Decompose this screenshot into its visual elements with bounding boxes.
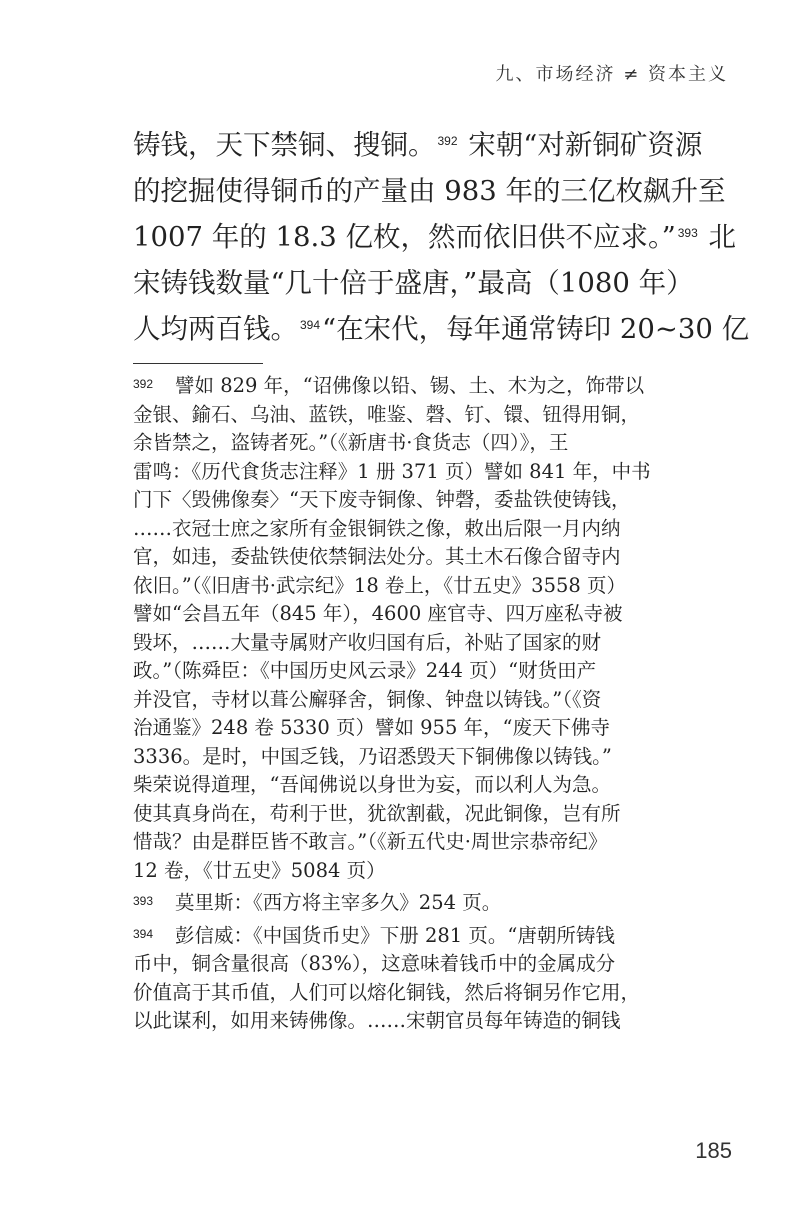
page-number: 185: [695, 1138, 732, 1163]
footnote-line: 治通鉴》248 卷 5330 页）譬如 955 年，“废天下佛寺: [133, 716, 611, 739]
text-run: 1007 年的 18.3 亿枚，然而依旧供不应求。”: [133, 221, 676, 253]
footnote-line: 金银、鍮石、乌油、蓝铁，唯鉴、磬、钉、镮、钮得用铜，: [133, 402, 641, 426]
footnote-line: 门下〈毁佛像奏〉“天下废寺铜像、钟磬，委盐铁使铸钱，: [133, 488, 631, 511]
body-text: [133, 122, 750, 352]
footnote-line: 惜哉？由是群臣皆不敢言。”（《新五代史·周世宗恭帝纪》: [133, 830, 608, 853]
footnote-line: 价值高于其币值，人们可以熔化铜钱，然后将铜另作它用，: [133, 980, 641, 1004]
footnote-line: 譬如“会昌五年（845 年），4600 座官寺、四万座私寺被: [133, 602, 623, 625]
footnote-line: 依旧。”（《旧唐书·武宗纪》18 卷上，《廿五史》3558 页）: [133, 573, 627, 597]
footnote-394: [133, 922, 693, 1036]
footnote-text: 譬如 829 年，“诏佛像以铅、锡、土、木为之，饰带以: [175, 374, 645, 397]
footnote-line: [133, 372, 693, 401]
footnote-number: 392: [133, 377, 154, 391]
footnote-text: 彭信威：《中国货币史》下册 281 页。“唐朝所铸钱: [175, 923, 615, 947]
footnote-line: [133, 889, 693, 918]
body-line: 的挖掘使得铜币的产量由 983 年的三亿枚飙升至: [133, 175, 726, 207]
footnote-number: 393: [133, 894, 154, 908]
footnote-line: 币中，铜含量很高（83%），这意味着钱币中的金属成分: [133, 952, 616, 975]
text-run: 宋朝“对新铜矿资源: [459, 129, 703, 161]
body-line: [133, 214, 737, 260]
footnote-line: 余皆禁之，盗铸者死。”（《新唐书·食货志（四）》，王: [133, 431, 569, 454]
footnote-line: 12 卷，《廿五史》5084 页）: [133, 858, 386, 882]
footnote-ref-394[interactable]: 394: [300, 318, 321, 332]
footnote-ref-393[interactable]: 393: [677, 226, 698, 240]
footnote-line: 并没官，寺材以葺公廨驿舍，铜像、钟盘以铸钱。”（《资: [133, 687, 602, 711]
footnote-line: 以此谋利，如用来铸佛像。……宋朝官员每年铸造的铜钱: [133, 1009, 621, 1032]
body-line: [133, 122, 703, 168]
footnote-line: 雷鸣：《历代食货志注释》1 册 371 页）譬如 841 年，中书: [133, 459, 651, 483]
footnote-line: 柴荣说得道理，“吾闻佛说以身世为妄，而以利人为急。: [133, 773, 611, 796]
footnote-392: [133, 372, 693, 885]
text-run: “在宋代，每年通常铸印 20~30 亿: [322, 313, 750, 345]
footnote-ref-392[interactable]: 392: [437, 134, 458, 148]
running-head: 九、市场经济 ≠ 资本主义: [495, 64, 728, 85]
footnote-line: 3336。是时，中国乏钱，乃诏悉毁天下铜佛像以铸钱。”: [133, 744, 612, 768]
body-line: [133, 306, 750, 352]
footnote-line: ……衣冠士庶之家所有金银铜铁之像，敕出后限一月内纳: [133, 516, 621, 540]
footnote-line: 官，如违，委盐铁使依禁铜法处分。其土木石像合留寺内: [133, 545, 621, 568]
footnote-number: 394: [133, 926, 154, 941]
footnotes: [133, 372, 693, 1040]
text-run: 北: [699, 221, 737, 253]
footnote-line: 毁坏，……大量寺属财产收归国有后，补贴了国家的财: [133, 630, 602, 654]
footnote-line: 使其真身尚在，苟利于世，犹欲割截，况此铜像，岂有所: [133, 801, 621, 825]
body-line: 宋铸钱数量“几十倍于盛唐，”最高（1080 年）: [133, 267, 694, 299]
footnote-line: 政。”（陈舜臣：《中国历史风云录》244 页）“财货田产: [133, 659, 597, 682]
text-run: 铸钱，天下禁铜、搜铜。: [133, 129, 436, 161]
footnote-separator: [133, 363, 263, 364]
text-run: 人均两百钱。: [133, 313, 298, 345]
footnote-393: [133, 889, 693, 918]
footnote-line: [133, 922, 693, 951]
footnote-text: 莫里斯：《西方将主宰多久》254 页。: [175, 891, 502, 914]
